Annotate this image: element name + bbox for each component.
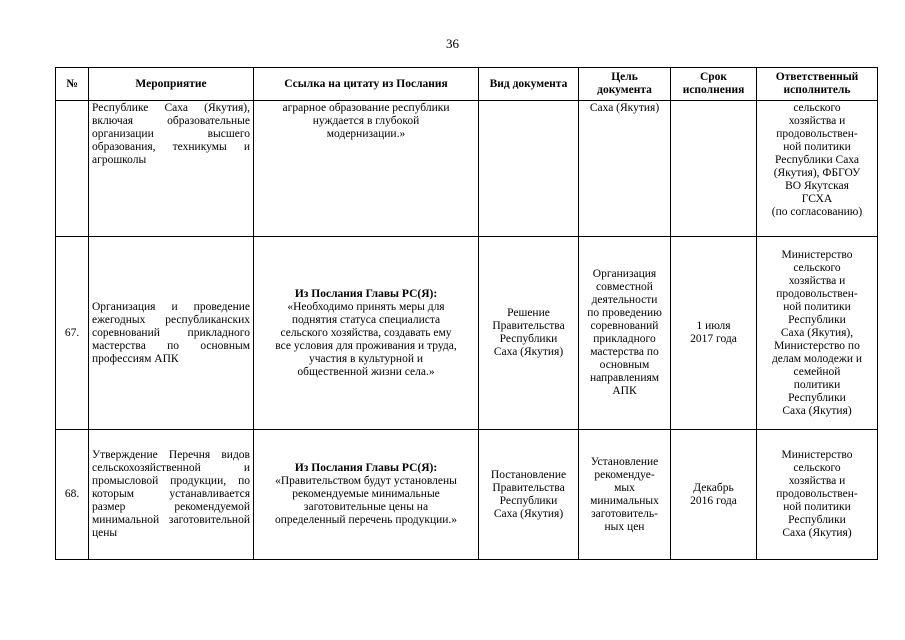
page-number: 36: [446, 36, 459, 51]
header-quote-ref: Ссылка на цитату из Послания: [254, 68, 479, 101]
quote-text: «Необходимо принять меры для поднятия статуса специалиста сельского хозяйства, создавать ему все условия для проживания и труда, участия в культурной и общественной жизни села.»: [275, 300, 457, 378]
row-responsible: Министерство сельского хозяйства и продовольствен- ной политики Республики Саха (Якутия), Министерство по делам молодежи и семейной политики Республики Саха (Якутия): [757, 237, 878, 430]
table-header-row: [56, 68, 878, 101]
row-responsible: Министерство сельского хозяйства и продовольствен- ной политики Республики Саха (Якутия): [757, 430, 878, 560]
header-num: №: [56, 68, 89, 101]
header-responsible: Ответственный исполнитель: [757, 68, 878, 101]
row-event: Утверждение Перечня видов сельскохозяйственной и промысловой продукции, по которым устанавливается размер рекомендуемой минимальной заготовительной цены: [89, 430, 254, 560]
row-doc-goal: Саха (Якутия): [579, 101, 671, 237]
row-num: [56, 101, 89, 237]
table-row: [56, 101, 878, 237]
table-row: [56, 430, 878, 560]
row-event: Организация и проведение ежегодных республиканских соревнований прикладного мастерства по основным профессиям АПК: [89, 237, 254, 430]
header-deadline: Срок исполнения: [671, 68, 757, 101]
row-doc-type: Постановление Правительства Республики Саха (Якутия): [479, 430, 579, 560]
header-doc-goal: Цель документа: [579, 68, 671, 101]
row-responsible: сельского хозяйства и продовольствен- ной политики Республики Саха (Якутия), ФБГОУ ВО Якутская ГСХА (по согласованию): [757, 101, 878, 237]
row-doc-goal: Организация совместной деятельности по проведению соревнований прикладного мастерства по основным направлениям АПК: [579, 237, 671, 430]
row-num: 68.: [56, 430, 89, 560]
row-doc-type: [479, 101, 579, 237]
table-row: [56, 237, 878, 430]
header-doc-type: Вид документа: [479, 68, 579, 101]
row-deadline: 1 июля 2017 года: [671, 237, 757, 430]
row-quote: [254, 430, 479, 560]
row-doc-type: Решение Правительства Республики Саха (Якутия): [479, 237, 579, 430]
row-deadline: [671, 101, 757, 237]
quote-text: «Правительством будут установлены рекомендуемые минимальные заготовительные цены на определенный перечень продукции.»: [274, 475, 458, 526]
activities-table: [55, 67, 878, 560]
row-quote: [254, 101, 479, 237]
header-event: Мероприятие: [89, 68, 254, 101]
row-doc-goal: Установление рекомендуе- мых минимальных заготовитель- ных цен: [579, 430, 671, 560]
quote-text: аграрное образование республики нуждается в глубокой модернизации.»: [282, 102, 450, 140]
row-deadline: Декабрь 2016 года: [671, 430, 757, 560]
quote-heading: Из Послания Главы РС(Я):: [294, 287, 438, 300]
row-quote: [254, 237, 479, 430]
quote-heading: Из Послания Главы РС(Я):: [294, 462, 438, 474]
row-num: 67.: [56, 237, 89, 430]
row-event: Республике Саха (Якутия), включая образовательные организации высшего образования, техникумы и агрошколы: [89, 101, 254, 237]
